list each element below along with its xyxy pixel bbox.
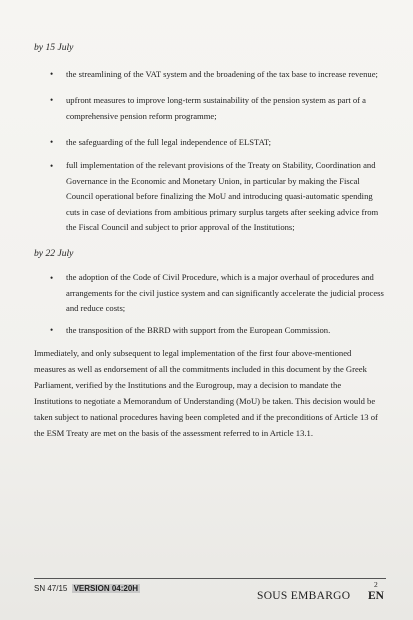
embargo-notice: SOUS EMBARGO (257, 590, 351, 602)
version-stamp: VERSION 04:20H (73, 584, 139, 593)
bullet-dot: • (50, 69, 54, 79)
bullet-treaty: full implementation of the relevant provisions of the Treaty on Stability, Coordination and Governance in the Economic and Monetary Union, in particular by making the Fiscal Council operational before finalizing the MoU and introducing quasi-automatic spending cuts in case of deviations from ambitious primary surplus targets after seeking advice from the Fiscal Council and subject to prior approval of the Institutions; (66, 160, 379, 233)
bullet-dot: • (50, 325, 54, 335)
date-heading-15-july: by 15 July (34, 42, 74, 53)
footer-rule (34, 578, 386, 579)
bullet-dot: • (50, 95, 54, 105)
body-paragraph: Immediately, and only subsequent to legal implementation of the first four above-mentioned measures as well as endorsement of all the commitments included in this document by the Greek Parliament, verified by the Institutions and the Eurogroup, may a decision to mandate the Institutions to negotiate a Memorandum of Understanding (MoU) be taken. This decision would be taken subject to national procedures having been completed and if the preconditions of Article 13 of the ESM Treaty are met on the basis of the assessment referred to in Article 13.1. (34, 348, 378, 438)
language-code: EN (368, 590, 384, 602)
bullet-brrd: the transposition of the BRRD with support from the European Commission. (66, 325, 331, 335)
document-reference: SN 47/15 (34, 584, 68, 593)
bullet-pension: upfront measures to improve long-term sustainability of the pension system as part of a comprehensive pension reform programme; (66, 95, 367, 121)
bullet-vat: the streamlining of the VAT system and the broadening of the tax base to increase revenue; (66, 69, 378, 79)
bullet-civil-procedure: the adoption of the Code of Civil Procedure, which is a major overhaul of procedures and arrangements for the civil justice system and can significantly accelerate the judicial process and reduce costs; (66, 272, 384, 314)
bullet-dot: • (50, 273, 54, 283)
bullet-dot: • (50, 137, 54, 147)
bullet-elstat: the safeguarding of the full legal independence of ELSTAT; (66, 137, 272, 147)
date-heading-22-july: by 22 July (34, 248, 74, 259)
footer-reference (34, 584, 140, 593)
page-number: 2 (374, 580, 378, 589)
bullet-dot: • (50, 161, 54, 171)
